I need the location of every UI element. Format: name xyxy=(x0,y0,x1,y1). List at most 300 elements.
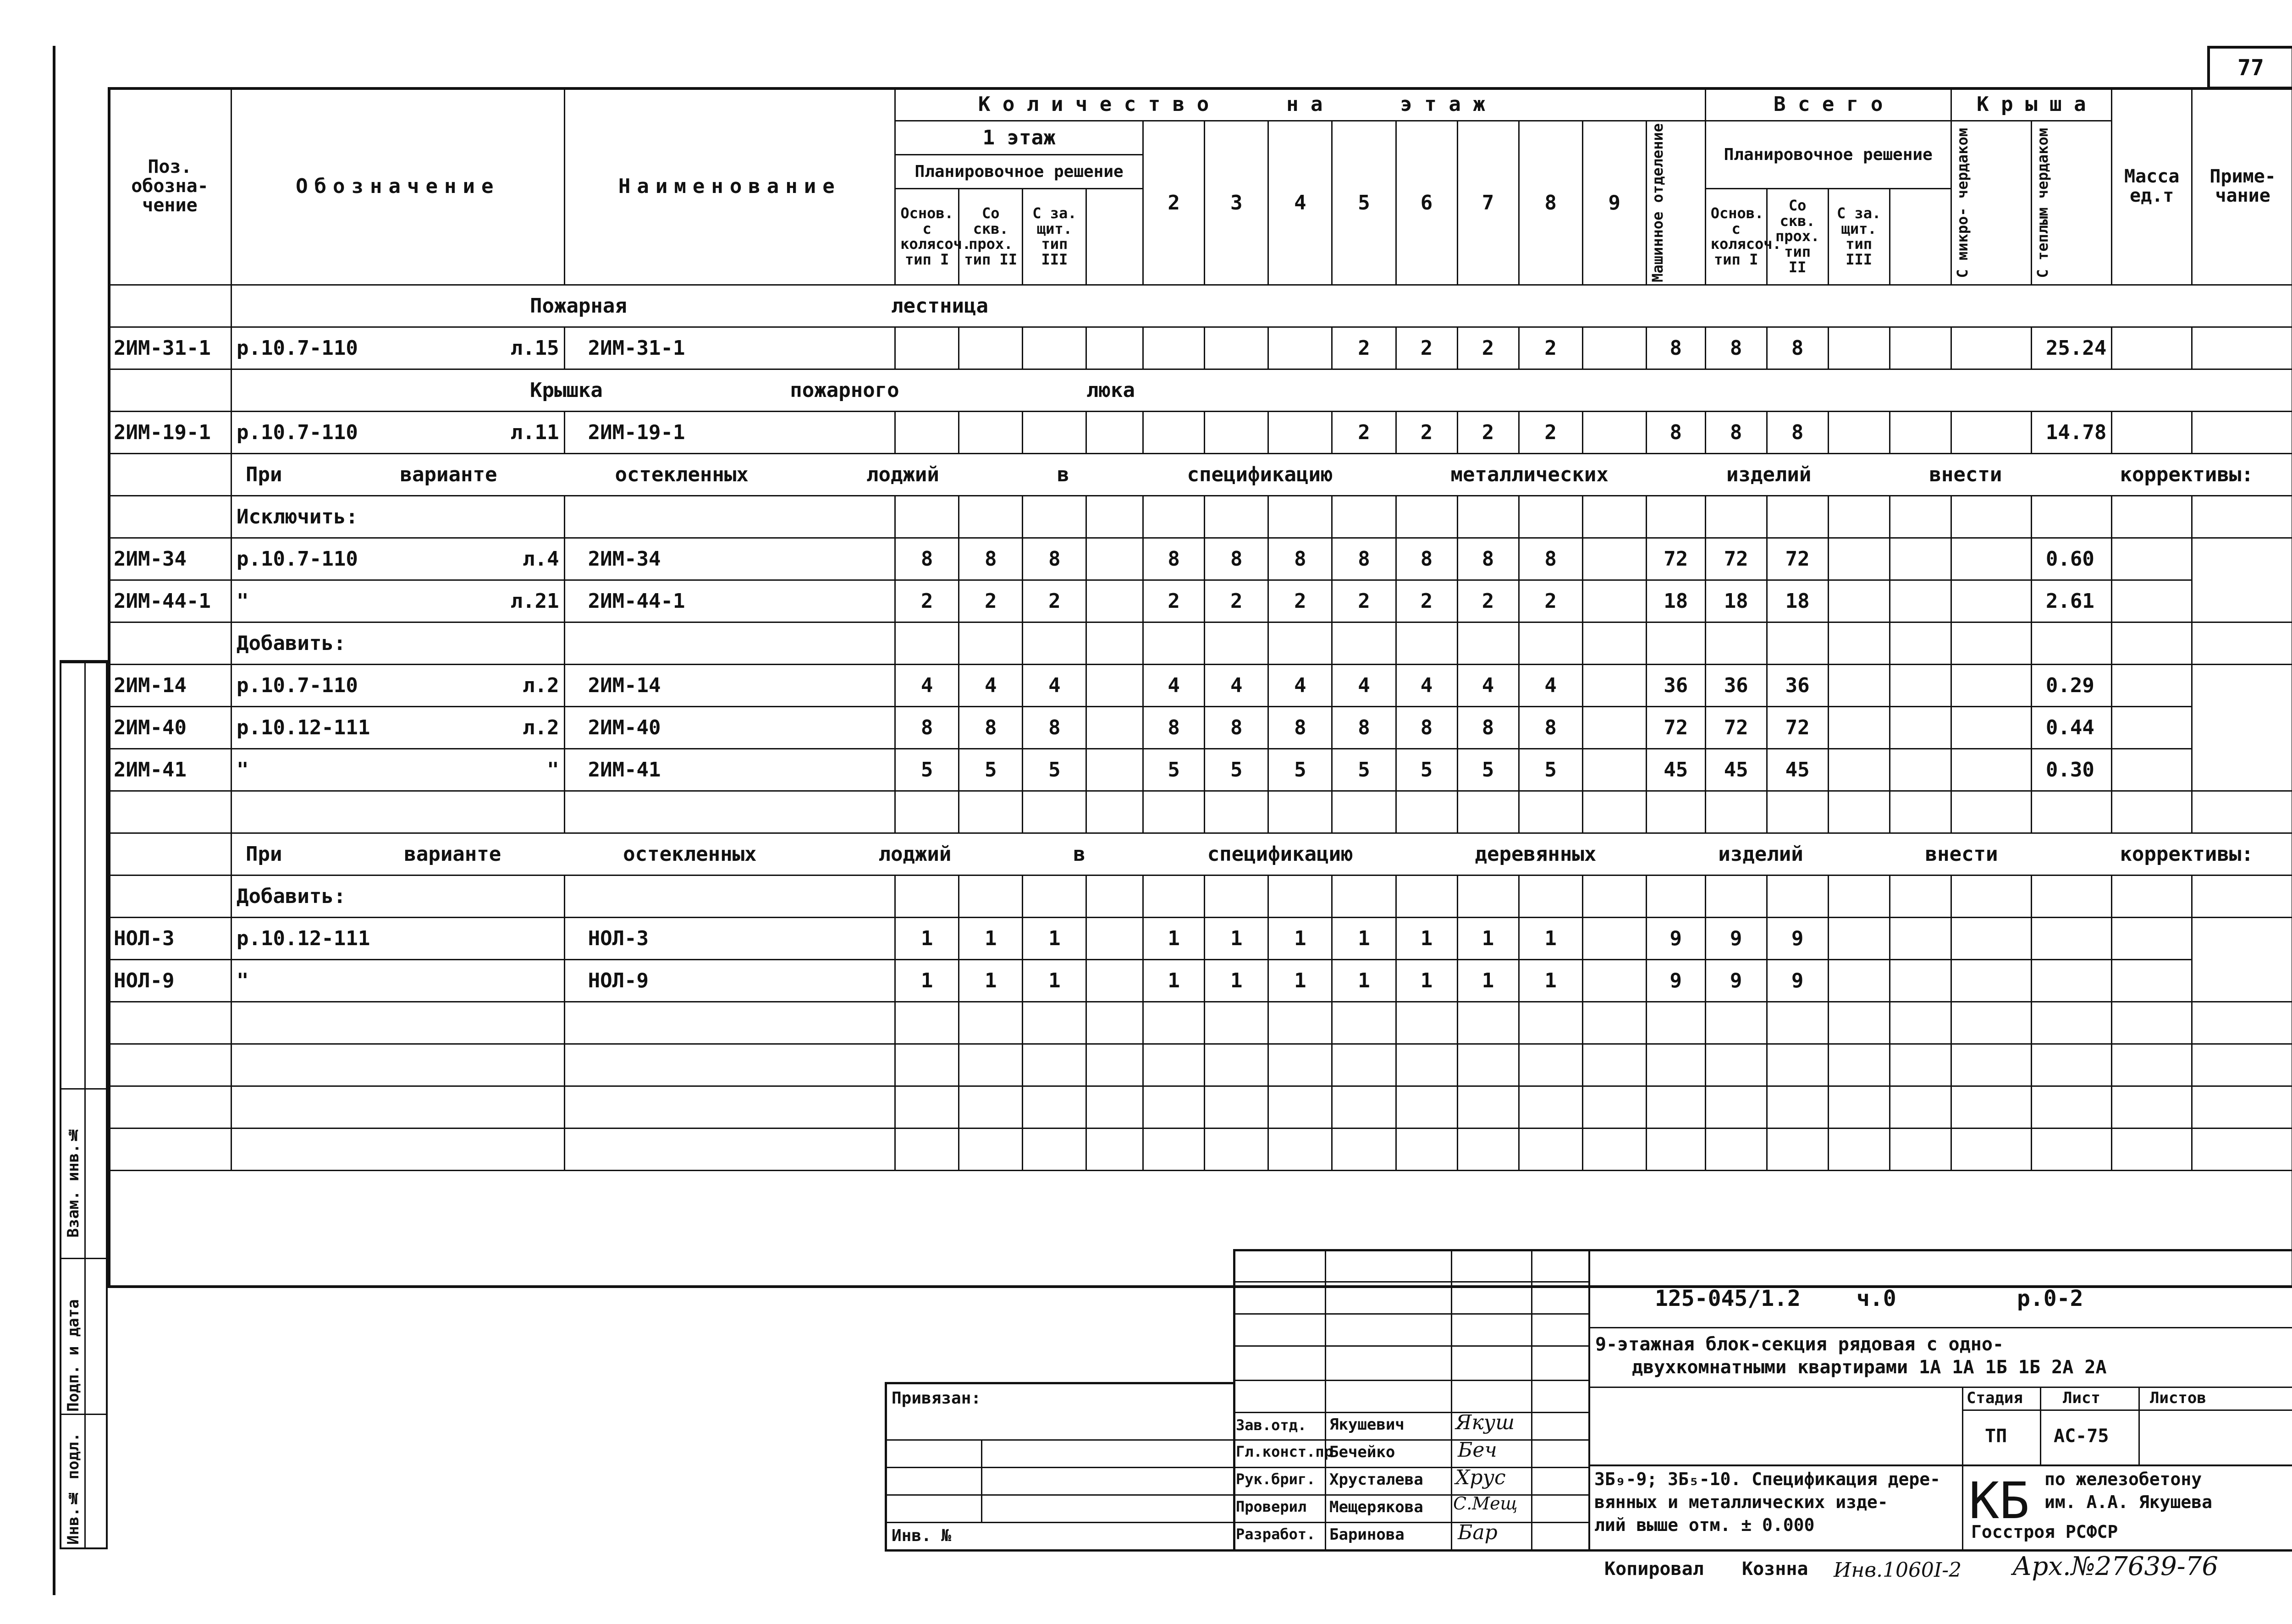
org-line-2: им. А.А. Якушева xyxy=(2044,1492,2213,1512)
designation-sheet: л.21 xyxy=(510,589,559,613)
table-cell xyxy=(1582,791,1646,833)
strip-line xyxy=(61,1414,106,1415)
pos-cell: 2ИМ-34 xyxy=(109,538,231,580)
quantity-cell xyxy=(895,327,959,369)
quantity-cell xyxy=(959,411,1023,453)
table-cell xyxy=(1143,622,1205,664)
pos-cell xyxy=(109,495,231,538)
project-title-2: двухкомнатными квартирами 1А 1А 1Б 1Б 2А 2А xyxy=(1632,1357,2107,1378)
header-total-type-empty xyxy=(1890,188,1951,285)
quantity-cell: 1 xyxy=(1205,917,1268,959)
quantity-cell: 8 xyxy=(1519,706,1582,749)
total-cell-empty xyxy=(1828,959,1890,1002)
quantity-cell: 8 xyxy=(959,538,1023,580)
roof-cell xyxy=(1951,917,2031,959)
role-brigade: Рук.бриг. xyxy=(1236,1470,1316,1488)
designation-doc: " xyxy=(236,758,249,782)
table-row xyxy=(109,538,2292,580)
sheet-header: Лист xyxy=(2063,1389,2100,1407)
designation-cell xyxy=(231,664,564,706)
person-4: Мещерякова xyxy=(1329,1498,1423,1516)
quantity-cell xyxy=(1205,327,1268,369)
quantity-cell: 8 xyxy=(1205,706,1268,749)
table-row xyxy=(109,959,2292,1002)
section-title-words xyxy=(237,294,988,318)
designation-sheet: л.2 xyxy=(523,673,559,697)
table-cell xyxy=(2031,875,2111,917)
table-cell xyxy=(1268,1044,1332,1086)
org-kb: КБ xyxy=(1969,1471,2030,1530)
pos-cell: НОЛ-9 xyxy=(109,959,231,1002)
header-roof-warm xyxy=(2031,121,2111,285)
table-cell xyxy=(1582,1128,1646,1170)
table-cell xyxy=(1705,1086,1767,1128)
title-word: остекленных xyxy=(615,462,749,486)
table-cell xyxy=(1890,1002,1951,1044)
quantity-cell xyxy=(1582,706,1646,749)
table-cell xyxy=(1205,1044,1268,1086)
table-cell xyxy=(1890,875,1951,917)
designation-split xyxy=(237,927,559,950)
note-cell xyxy=(2112,411,2192,453)
table-cell xyxy=(564,1002,895,1044)
quantity-cell: 8 xyxy=(1268,706,1332,749)
table-row xyxy=(109,917,2292,959)
header-floor-9: 9 xyxy=(1582,121,1646,285)
total-cell: 9 xyxy=(1705,917,1767,959)
quantity-cell: 8 xyxy=(1143,706,1205,749)
total-cell: 72 xyxy=(1705,538,1767,580)
table-cell xyxy=(1890,1086,1951,1128)
table-cell xyxy=(1086,875,1143,917)
pos-cell xyxy=(109,833,231,875)
table-cell xyxy=(1086,622,1143,664)
pos-cell: 2ИМ-44-1 xyxy=(109,580,231,622)
table-cell xyxy=(1268,622,1332,664)
table-cell xyxy=(1705,1044,1767,1086)
table-cell xyxy=(959,1002,1023,1044)
table-cell xyxy=(1268,1086,1332,1128)
roof-cell xyxy=(1951,749,2031,791)
sheets-header: Листов xyxy=(2150,1389,2206,1407)
mass-cell: 0.44 xyxy=(2031,706,2111,749)
machine-room-label: Машинное отделение xyxy=(1648,123,1666,282)
quantity-cell: 1 xyxy=(1396,917,1457,959)
signature-3: Хрус xyxy=(1455,1466,1506,1489)
sheet-value: АС-75 xyxy=(2054,1426,2109,1447)
roof-cell xyxy=(1890,749,1951,791)
quantity-cell: 1 xyxy=(1143,917,1205,959)
table-cell xyxy=(2192,1002,2292,1044)
table-cell xyxy=(1457,1002,1519,1044)
table-cell xyxy=(1396,622,1457,664)
table-cell xyxy=(2031,1002,2111,1044)
quantity-cell: 5 xyxy=(1205,749,1268,791)
mass-cell: 0.60 xyxy=(2031,538,2111,580)
quantity-cell: 1 xyxy=(1143,959,1205,1002)
title-word: Пожарная xyxy=(529,294,627,318)
quantity-cell xyxy=(1268,327,1332,369)
section-title-words xyxy=(237,842,2253,866)
table-cell xyxy=(1828,875,1890,917)
table-cell xyxy=(564,1086,895,1128)
roof-cell xyxy=(1890,580,1951,622)
table-cell xyxy=(1396,495,1457,538)
quantity-cell xyxy=(959,327,1023,369)
roof-cell xyxy=(1890,664,1951,706)
table-cell xyxy=(2112,622,2192,664)
binding-label: Привязан: xyxy=(892,1389,981,1408)
table-cell xyxy=(109,791,231,833)
table-cell xyxy=(1828,1044,1890,1086)
table-cell xyxy=(1457,495,1519,538)
table-cell xyxy=(1951,622,2031,664)
quantity-cell xyxy=(1086,706,1143,749)
designation-sheet: л.4 xyxy=(523,547,559,571)
table-cell xyxy=(1205,1128,1268,1170)
table-cell xyxy=(959,1044,1023,1086)
header-pos: Поз. обозна- чение xyxy=(109,88,231,285)
table-cell xyxy=(895,1002,959,1044)
table-cell xyxy=(1332,1044,1396,1086)
table-cell xyxy=(1268,875,1332,917)
table-cell xyxy=(1143,791,1205,833)
header-roof: К р ы ш а xyxy=(1951,88,2111,121)
roof-cell xyxy=(1890,959,1951,1002)
name-cell: 2ИМ-41 xyxy=(564,749,895,791)
table-cell xyxy=(231,1002,564,1044)
quantity-cell: 8 xyxy=(895,538,959,580)
doc-title-3: лий выше отм. ± 0.000 xyxy=(1594,1515,1815,1535)
pos-cell xyxy=(109,622,231,664)
header-type-1: Основ. с колясоч. тип I xyxy=(895,188,959,285)
table-cell xyxy=(1951,1002,2031,1044)
quantity-cell: 2 xyxy=(1332,327,1396,369)
table-cell xyxy=(564,622,895,664)
total-cell: 72 xyxy=(1705,706,1767,749)
quantity-cell xyxy=(895,411,959,453)
quantity-word: К о л и ч е с т в о xyxy=(978,93,1209,116)
designation-cell xyxy=(231,327,564,369)
quantity-cell: 8 xyxy=(1023,538,1086,580)
title-word: коррективы: xyxy=(2120,462,2253,486)
table-cell xyxy=(1767,1128,1828,1170)
header-plan-solution-total: Планировочное решение xyxy=(1705,121,1951,189)
table-row xyxy=(109,580,2292,622)
table-row xyxy=(109,495,2292,538)
quantity-cell xyxy=(1086,749,1143,791)
quantity-cell xyxy=(1086,917,1143,959)
copied-label: Копировал xyxy=(1604,1558,1704,1580)
table-cell xyxy=(231,1044,564,1086)
quantity-cell: 1 xyxy=(1268,959,1332,1002)
quantity-cell: 4 xyxy=(959,664,1023,706)
pos-cell: 2ИМ-31-1 xyxy=(109,327,231,369)
total-cell: 8 xyxy=(1767,327,1828,369)
role-developed: Разработ. xyxy=(1236,1525,1316,1543)
table-cell xyxy=(1828,622,1890,664)
quantity-cell xyxy=(1582,538,1646,580)
person-2: Бечейко xyxy=(1329,1443,1395,1461)
table-cell xyxy=(1646,1128,1705,1170)
designation-doc: р.10.7-110 xyxy=(236,673,358,697)
quantity-cell: 1 xyxy=(895,959,959,1002)
quantity-cell: 1 xyxy=(1396,959,1457,1002)
table-row xyxy=(109,1002,2292,1044)
roof-cell xyxy=(1951,327,2031,369)
total-cell: 45 xyxy=(1646,749,1705,791)
pos-cell xyxy=(109,453,231,495)
designation-split xyxy=(237,674,559,697)
header-quantity xyxy=(895,88,1706,121)
table-cell xyxy=(1205,495,1268,538)
table-cell xyxy=(1582,495,1646,538)
quantity-cell: 2 xyxy=(1457,411,1519,453)
total-cell: 9 xyxy=(1646,959,1705,1002)
table-cell xyxy=(1396,1002,1457,1044)
quantity-cell: 8 xyxy=(1332,538,1396,580)
quantity-cell: 4 xyxy=(1268,664,1332,706)
total-cell: 9 xyxy=(1767,959,1828,1002)
designation-sheet: л.2 xyxy=(523,716,559,739)
title-word: люка xyxy=(1086,378,1135,402)
quantity-cell xyxy=(1086,538,1143,580)
table-cell xyxy=(564,1044,895,1086)
header-roof-micro xyxy=(1951,121,2031,285)
quantity-cell: 4 xyxy=(1023,664,1086,706)
quantity-cell: 5 xyxy=(1519,749,1582,791)
quantity-cell xyxy=(1143,411,1205,453)
table-cell xyxy=(1767,495,1828,538)
note-cell xyxy=(2112,706,2192,749)
total-cell: 72 xyxy=(1767,538,1828,580)
table-cell xyxy=(1332,495,1396,538)
table-row xyxy=(109,453,2292,495)
table-cell xyxy=(1143,1128,1205,1170)
table-cell xyxy=(1828,1002,1890,1044)
table-cell xyxy=(1646,791,1705,833)
strip-line xyxy=(61,662,106,663)
table-row xyxy=(109,833,2292,875)
header-name: Наименование xyxy=(564,88,895,285)
name-cell: 2ИМ-34 xyxy=(564,538,895,580)
title-word: варианте xyxy=(404,842,501,866)
doc-code: 125-045/1.2 xyxy=(1655,1286,1801,1311)
table-cell xyxy=(109,1086,231,1128)
signature-4: С.Мещ xyxy=(1453,1493,1518,1514)
table-cell xyxy=(1023,1002,1086,1044)
name-cell: 2ИМ-19-1 xyxy=(564,411,895,453)
designation-doc: р.10.7-110 xyxy=(236,420,358,444)
header-note: Приме- чание xyxy=(2192,88,2292,285)
roof-cell xyxy=(1890,411,1951,453)
table-cell xyxy=(1767,1086,1828,1128)
table-cell xyxy=(959,791,1023,833)
table-cell xyxy=(1767,1002,1828,1044)
roof-cell xyxy=(1951,411,2031,453)
table-row xyxy=(109,875,2292,917)
mass-cell: 25.24 xyxy=(2031,327,2111,369)
table-cell xyxy=(1023,1044,1086,1086)
action-label: Добавить: xyxy=(231,875,564,917)
table-cell xyxy=(1086,1044,1143,1086)
header-total-type-1: Основ. с колясоч. тип I xyxy=(1705,188,1767,285)
table-cell xyxy=(231,1128,564,1170)
table-cell xyxy=(1828,1086,1890,1128)
name-cell: 2ИМ-44-1 xyxy=(564,580,895,622)
roof-cell xyxy=(1890,538,1951,580)
quantity-cell: 5 xyxy=(1143,749,1205,791)
quantity-cell: 5 xyxy=(959,749,1023,791)
table-cell xyxy=(1205,875,1268,917)
table-cell xyxy=(895,791,959,833)
quantity-cell: 1 xyxy=(1332,959,1396,1002)
quantity-cell: 2 xyxy=(959,580,1023,622)
action-label: Исключить: xyxy=(231,495,564,538)
header-type-empty xyxy=(1086,188,1143,285)
header-designation: Обозначение xyxy=(231,88,564,285)
table-cell xyxy=(1086,495,1143,538)
quantity-cell: 1 xyxy=(1332,917,1396,959)
mass-cell xyxy=(2031,917,2111,959)
designation-split xyxy=(237,758,559,782)
designation-split xyxy=(237,716,559,739)
table-cell xyxy=(1890,1128,1951,1170)
header-machine-room xyxy=(1646,121,1705,285)
table-cell xyxy=(1582,875,1646,917)
note-cell xyxy=(2112,580,2192,622)
total-cell: 8 xyxy=(1705,327,1767,369)
header-floor-6: 6 xyxy=(1396,121,1457,285)
table-row xyxy=(109,369,2292,411)
table-cell xyxy=(1951,791,2031,833)
table-cell xyxy=(959,1128,1023,1170)
table-cell xyxy=(959,875,1023,917)
quantity-cell: 5 xyxy=(1396,749,1457,791)
quantity-word: н а xyxy=(1286,93,1323,116)
table-cell xyxy=(1646,622,1705,664)
quantity-cell: 5 xyxy=(1332,749,1396,791)
quantity-cell: 2 xyxy=(1023,580,1086,622)
note-cell xyxy=(2112,327,2192,369)
title-word: изделий xyxy=(1726,462,1812,486)
quantity-cell xyxy=(1023,327,1086,369)
table-cell xyxy=(1205,622,1268,664)
quantity-cell xyxy=(1582,959,1646,1002)
table-row xyxy=(109,749,2292,791)
quantity-cell: 2 xyxy=(895,580,959,622)
table-cell xyxy=(1396,1044,1457,1086)
total-cell: 8 xyxy=(1646,411,1705,453)
table-cell xyxy=(2112,1002,2192,1044)
table-cell xyxy=(1457,622,1519,664)
quantity-cell xyxy=(1086,664,1143,706)
quantity-cell: 5 xyxy=(1023,749,1086,791)
mass-cell: 2.61 xyxy=(2031,580,2111,622)
table-cell xyxy=(1519,1128,1582,1170)
designation-split xyxy=(237,969,559,992)
total-cell: 18 xyxy=(1705,580,1767,622)
title-word: спецификацию xyxy=(1187,462,1333,486)
table-cell xyxy=(1705,791,1767,833)
table-cell xyxy=(1767,875,1828,917)
header-floor-7: 7 xyxy=(1457,121,1519,285)
designation-cell xyxy=(231,706,564,749)
table-cell xyxy=(109,1128,231,1170)
quantity-cell: 8 xyxy=(1023,706,1086,749)
table-cell xyxy=(1646,1002,1705,1044)
table-cell xyxy=(1519,1002,1582,1044)
table-cell xyxy=(1457,1086,1519,1128)
title-word: При xyxy=(245,462,282,486)
name-cell: 2ИМ-40 xyxy=(564,706,895,749)
quantity-cell: 1 xyxy=(959,917,1023,959)
table-row xyxy=(109,1044,2292,1086)
title-word: деревянных xyxy=(1475,842,1597,866)
table-cell xyxy=(1457,1044,1519,1086)
quantity-cell xyxy=(1582,411,1646,453)
side-label-replace: Взам. инв.№ xyxy=(64,1125,83,1238)
total-cell: 72 xyxy=(1646,706,1705,749)
header-mass: Масса ед.т xyxy=(2112,88,2192,285)
strip-line xyxy=(61,1258,106,1259)
name-cell: НОЛ-9 xyxy=(564,959,895,1002)
total-cell: 18 xyxy=(1646,580,1705,622)
table-cell xyxy=(2112,1044,2192,1086)
table-cell xyxy=(1086,791,1143,833)
title-word: варианте xyxy=(400,462,497,486)
table-cell xyxy=(1519,791,1582,833)
table-cell xyxy=(1890,495,1951,538)
quantity-cell: 4 xyxy=(1332,664,1396,706)
roof-cell xyxy=(1951,580,2031,622)
designation-doc: р.10.12-111 xyxy=(236,716,370,739)
designation-split xyxy=(237,589,559,613)
table-cell xyxy=(564,875,895,917)
table-cell xyxy=(1396,1128,1457,1170)
quantity-cell: 4 xyxy=(895,664,959,706)
roof-cell xyxy=(1890,706,1951,749)
table-cell xyxy=(1205,1086,1268,1128)
role-checked: Проверил xyxy=(1236,1498,1307,1515)
org-line-1: по железобетону xyxy=(2044,1469,2202,1489)
section-title xyxy=(231,453,2292,495)
table-cell xyxy=(1023,791,1086,833)
table-cell xyxy=(1205,791,1268,833)
title-word: в xyxy=(1073,842,1085,866)
table-cell xyxy=(2112,1086,2192,1128)
table-row xyxy=(109,706,2292,749)
table-cell xyxy=(1890,791,1951,833)
table-cell xyxy=(1143,1044,1205,1086)
table-cell xyxy=(1205,1002,1268,1044)
designation-cell xyxy=(231,749,564,791)
table-cell xyxy=(1767,622,1828,664)
table-cell xyxy=(109,1044,231,1086)
table-cell xyxy=(1396,875,1457,917)
table-row xyxy=(109,791,2292,833)
table-cell xyxy=(1143,495,1205,538)
designation-cell xyxy=(231,959,564,1002)
table-cell xyxy=(1951,1128,2031,1170)
quantity-cell: 1 xyxy=(1023,917,1086,959)
table-cell xyxy=(1646,1044,1705,1086)
quantity-cell: 4 xyxy=(1396,664,1457,706)
table-cell xyxy=(1332,791,1396,833)
quantity-cell: 2 xyxy=(1396,580,1457,622)
doc-title-1: 3Б₉-9; 3Б₅-10. Спецификация дере- xyxy=(1594,1469,1940,1489)
table-cell xyxy=(959,495,1023,538)
